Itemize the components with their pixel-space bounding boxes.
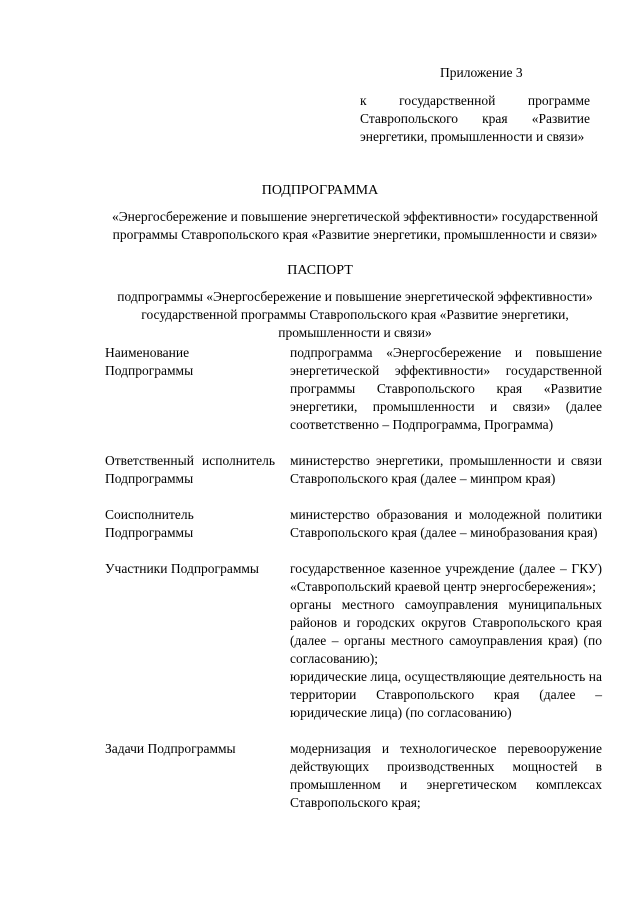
passport-row-participants bbox=[105, 560, 602, 722]
row-value bbox=[290, 452, 602, 488]
row-value-paragraph: государственное казенное учреждение (далее – ГКУ) «Ставропольский краевой центр энергосбережения»; bbox=[290, 561, 602, 594]
passport-row-tasks bbox=[105, 740, 602, 812]
row-value bbox=[290, 560, 602, 722]
passport-row-responsible bbox=[105, 452, 602, 488]
subprogram-title: «Энергосбережение и повышение энергетической эффективности» государственной программы Ставропольского края «Развитие энергетики, промышленности и связи» bbox=[111, 209, 598, 242]
row-label: Участники Подпрограммы bbox=[105, 561, 259, 576]
row-value-paragraph: органы местного самоуправления муниципальных районов и городских округов Ставропольского края (далее – органы местного самоуправления края) (по согласованию); bbox=[290, 597, 602, 666]
appendix-reference: к государственной программе Ставропольского края «Развитие энергетики, промышленности и связи» bbox=[360, 93, 590, 144]
passport-title: подпрограммы «Энергосбережение и повышение энергетической эффективности» государственной программы Ставропольского края «Развитие энергетики, промышленности и связи» bbox=[117, 289, 593, 340]
passport-row-name bbox=[105, 344, 602, 434]
row-value-paragraph: министерство энергетики, промышленности и связи Ставропольского края (далее – минпром края) bbox=[290, 453, 602, 486]
row-label: Ответственный исполнитель Подпрограммы bbox=[105, 453, 275, 486]
subprogram-heading: ПОДПРОГРАММА bbox=[261, 183, 379, 198]
row-value-paragraph: подпрограмма «Энергосбережение и повышение энергетической эффективности» государственной программы Ставропольского края «Развитие энергетики, промышленности и связи» (далее соответственно – Подпрограмма, Программа) bbox=[290, 345, 602, 432]
appendix-number: Приложение 3 bbox=[440, 65, 523, 80]
row-value-paragraph: модернизация и технологическое перевооружение действующих производственных мощностей в промышленном и энергетическом комплексах Ставропольского края; bbox=[290, 741, 602, 810]
row-value bbox=[290, 506, 602, 542]
row-label: Наименование Подпрограммы bbox=[105, 345, 194, 378]
row-value-paragraph: министерство образования и молодежной политики Ставропольского края (далее – минобразования края) bbox=[290, 507, 602, 540]
row-label: Соисполнитель Подпрограммы bbox=[105, 507, 194, 540]
row-value bbox=[290, 344, 602, 434]
passport-row-coexecutor bbox=[105, 506, 602, 542]
passport-heading: ПАСПОРТ bbox=[287, 263, 353, 278]
row-label: Задачи Подпрограммы bbox=[105, 741, 236, 756]
row-value-paragraph: юридические лица, осуществляющие деятельность на территории Ставропольского края (далее – юридические лица) (по согласованию) bbox=[290, 669, 602, 720]
row-value bbox=[290, 740, 602, 812]
passport-table bbox=[105, 344, 602, 830]
